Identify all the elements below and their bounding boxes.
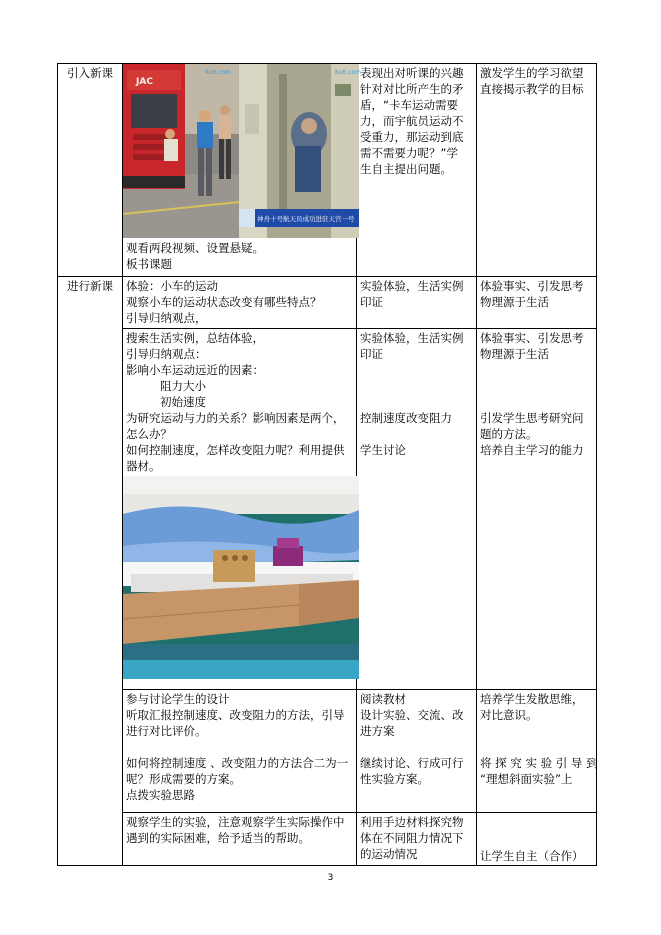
student-text: 控制速度改变阻力 (360, 411, 452, 425)
teacher-text: 怎么办？ (126, 427, 172, 441)
teacher-activity-cell (123, 64, 361, 277)
student-activity-cell (357, 690, 477, 813)
purpose-cell (477, 813, 597, 866)
student-text: 体在不同阻力情况下 (360, 831, 464, 845)
student-text: 利用手边材料探究物 (360, 815, 464, 829)
teacher-activity-cell (123, 813, 357, 866)
purpose-cell (477, 277, 597, 329)
teacher-text: 阻力大小 (160, 379, 206, 393)
student-text: 盾，“卡车运动需要 (360, 98, 458, 112)
student-text: 印证 (360, 295, 383, 309)
experiment-equipment-photo (123, 476, 356, 679)
teacher-text: 进行对比评价。 (126, 724, 207, 738)
teacher-text: 引导归纳观点， (126, 311, 207, 325)
teacher-text: 板书课题 (126, 257, 172, 271)
student-text: 力，而宇航员运动不 (360, 114, 464, 128)
purpose-text: 直接揭示教学的目标 (480, 82, 584, 96)
purpose-cell (477, 690, 597, 813)
purpose-text: 物理源于生活 (480, 347, 549, 361)
purpose-text: 物理源于生活 (480, 295, 549, 309)
student-activity-cell (357, 64, 477, 277)
teacher-activity-cell (123, 690, 357, 813)
video-watermark-logo: Ku6.com (205, 69, 231, 76)
student-text: 实验体验，生活实例 (360, 331, 464, 345)
teacher-text: 如何控制速度，怎样改变阻力呢？利用提供 (126, 443, 345, 457)
truck-brand-logo: JAC (136, 77, 153, 87)
teacher-text: 搜索生活实例，总结体验， (126, 331, 264, 345)
stage-label: 引入新课 (67, 66, 113, 80)
student-activity-cell (357, 277, 477, 329)
teacher-text: 遇到的实际困难，给予适当的帮助。 (126, 831, 310, 845)
purpose-text: 体验事实、引发思考 (480, 331, 584, 345)
teacher-activity-cell (123, 329, 357, 690)
teacher-text: 体验：小车的运动 (126, 279, 218, 293)
teacher-text: 观看两段视频、设置悬疑。 (126, 241, 264, 255)
teacher-text: 引导归纳观点： (126, 347, 207, 361)
student-text: 实验体验，生活实例 (360, 279, 464, 293)
purpose-text: “理想斜面实验”上 (480, 772, 573, 786)
table-row (58, 64, 597, 277)
student-text: 性实验方案。 (360, 772, 429, 786)
student-text: 设计实验、交流、改 (360, 708, 464, 722)
student-activity-cell (357, 813, 477, 866)
purpose-cell (477, 329, 597, 690)
purpose-text: 让学生自主（合作） (480, 849, 584, 863)
lesson-plan-table (57, 63, 597, 866)
table-row (58, 329, 597, 690)
student-text: 学生讨论 (360, 443, 406, 457)
student-text: 生自主提出问题。 (360, 162, 452, 176)
student-text: 继续讨论、行成可行 (360, 756, 464, 770)
purpose-text: 题的方法。 (480, 427, 538, 441)
purpose-text: 体验事实、引发思考 (480, 279, 584, 293)
teacher-activity-cell (123, 277, 357, 329)
table-row (58, 690, 597, 813)
teacher-text: 器材。 (126, 459, 161, 473)
teacher-text: 初始速度 (160, 395, 206, 409)
table-row (58, 277, 597, 329)
teacher-text: 点拨实验思路 (126, 788, 195, 802)
teacher-text: 呢？形成需要的方案。 (126, 772, 241, 786)
student-text: 受重力，那运动到底 (360, 130, 464, 144)
student-text: 表现出对听课的兴趣 (360, 66, 464, 80)
student-text: 需不需要力呢？”学 (360, 146, 458, 160)
purpose-text: 将 探 究 实 验 引 导 到 (480, 756, 598, 770)
teacher-text: 如何将控制速度 、改变阻力的方法合二为一 (126, 756, 349, 770)
student-text: 印证 (360, 347, 383, 361)
student-activity-cell (357, 329, 477, 690)
purpose-text: 对比意识。 (480, 708, 538, 722)
student-text: 阅读教材 (360, 692, 406, 706)
student-text: 的运动情况 (360, 847, 418, 861)
teacher-text: 观察学生的实验，注意观察学生实际操作中 (126, 815, 345, 829)
stage-cell (58, 277, 123, 866)
teacher-text: 观察小车的运动状态改变有哪些特点？ (126, 295, 322, 309)
table-row (58, 813, 597, 866)
teacher-text: 为研究运动与力的关系？影响因素是两个， (126, 411, 345, 425)
intro-video-stills (123, 64, 361, 238)
purpose-text: 培养自主学习的能力 (480, 443, 584, 457)
space-station-photo (239, 64, 359, 238)
student-text: 针对对比所产生的矛 (360, 82, 464, 96)
purpose-text: 培养学生发散思维， (480, 692, 584, 706)
teacher-text: 影响小车运动远近的因素： (126, 363, 264, 377)
teacher-text: 听取汇报控制速度、改变阻力的方法，引导 (126, 708, 345, 722)
stage-cell (58, 64, 123, 277)
purpose-text: 引发学生思考研究问 (480, 411, 584, 425)
teacher-text: 参与讨论学生的设计 (126, 692, 230, 706)
purpose-cell (477, 64, 597, 277)
video-watermark-logo: Ku6.com (335, 69, 361, 76)
page-number: 3 (327, 873, 334, 883)
stage-label: 进行新课 (67, 279, 113, 293)
video-caption: 神舟十号航天员成功进驻天宫一号 (257, 215, 355, 223)
student-text: 进方案 (360, 724, 395, 738)
truck-pulling-photo (123, 64, 239, 238)
purpose-text: 激发学生的学习欲望 (480, 66, 584, 80)
